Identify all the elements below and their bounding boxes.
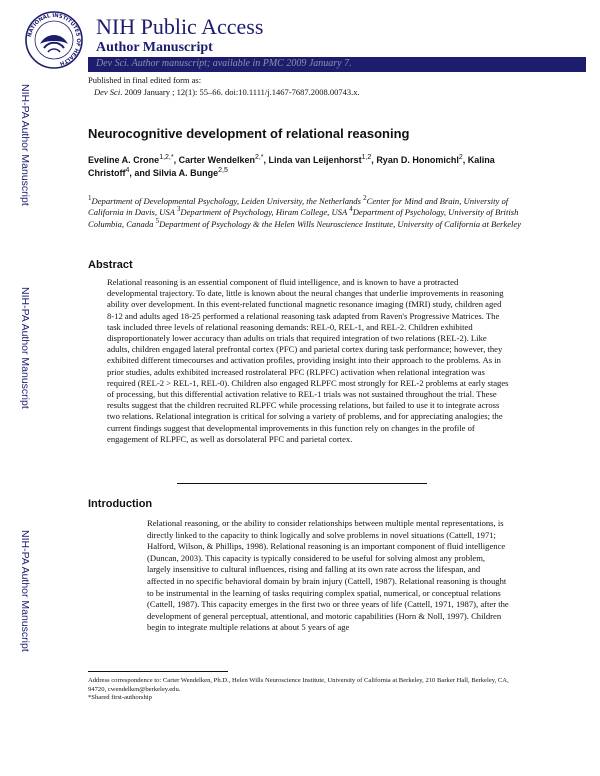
published-in-label: Published in final edited form as: xyxy=(88,75,202,85)
shared-authorship-note: *Shared first-authorship xyxy=(88,694,152,702)
introduction-heading: Introduction xyxy=(88,498,153,510)
svg-text:NATIONAL INSTITUTES OF HEALTH: NATIONAL INSTITUTES OF HEALTH xyxy=(27,12,82,67)
introduction-text: Relational reasoning, or the ability to consider relationships between multiple mental representations, is directly linked to the capacity to think logically and solve problems in novel situations (Cattell, 1971; Halford, Wilson, & Phillips, 1998). Relational reasoning is an important component of fluid intelligence (Duncan, 2003). This capacity is typically considered to be useful for solving almost any problem, largely insensitive to cultural influences, rising and falling at its own rate across the lifespan, and affected in no specific behavioral domain by brain injury (Cattell, 1987). Relational reasoning is thought to be instrumental in the learning of tasks requiring complex spatial, numerical, or conceptual relations (Cattell, 1987). This capacity emerges in the first two or three years of life (Cattell, 1971, 1987), after the development of general perceptual, attentional, and motoric capabilities (Horn & Noll, 1997). Children begin to integrate multiple relations at about 5 years of age xyxy=(147,518,509,633)
abstract-text: Relational reasoning is an essential component of fluid intelligence, and is known to have a protracted developmental trajectory. To date, little is known about the neural changes that underlie improvements in reasoning ability over development. In this event-related functional magnetic resonance imaging (fMRI) study, children aged 8-12 and adults aged 18-25 performed a relational reasoning task adapted from Raven's Progressive Matrices. The task included three levels of relational reasoning demands: REL-0, REL-1, and REL-2. Children exhibited disproportionately lower accuracy than adults on trials that required integration of two relations (REL-2). Like adults, children engaged lateral prefrontal cortex (PFC) and parietal cortex during task performance; however, they exhibited different timecourses and activation profiles, providing insight into their approach to the problems. As in prior studies, adults exhibited increased rostrolateral PFC (RLPFC) activation when relational integration was required (REL-2 > REL-1, REL-0). Children also engaged RLPFC most strongly for REL-2 problems at early stages of processing, but this differential activation relative to REL-1 trials was not sustained throughout the trial. These results suggest that the children recruited RLPFC while processing relations, but failed to use it to integrate across two relations. Relational integration is critical for solving a variety of problems, and for appreciating analogies; the current findings suggest that developmental improvements in this function rely on changes in the profile of engagement of RLPFC, as well as dorsolateral PFC and parietal cortex. xyxy=(107,277,509,444)
author-affiliation-marker: 1,2,* xyxy=(159,154,174,161)
author-affiliation-marker: 1,2 xyxy=(361,154,372,161)
author-separator: , xyxy=(371,155,377,165)
header-title: NIH Public Access xyxy=(96,14,264,39)
author-name: Linda van Leijenhorst xyxy=(268,155,362,165)
affiliation-text: Department of Psychology, Hiram College, USA xyxy=(180,207,350,218)
article-title: Neurocognitive development of relational reasoning xyxy=(88,126,410,141)
author-name: Eveline A. Crone xyxy=(88,155,160,165)
author-separator: , xyxy=(263,155,269,165)
author-name: Ryan D. Honomichl xyxy=(376,155,459,165)
author-name: Silvia A. Bunge xyxy=(152,168,219,178)
affiliations xyxy=(88,196,528,230)
author-name: Kalina Christoff xyxy=(88,155,495,178)
footnote xyxy=(88,677,518,703)
nih-logo-icon xyxy=(24,10,84,70)
side-watermark: NIH-PA Author Manuscript xyxy=(19,84,31,206)
affiliation-text: Department of Psychology & the Helen Wills Neuroscience Institute, University of California at Berkeley xyxy=(159,218,522,229)
side-watermark: NIH-PA Author Manuscript xyxy=(19,530,31,652)
availability-note: Dev Sci. Author manuscript; available in PMC 2009 January 7. xyxy=(96,58,352,69)
journal-name: Dev Sci xyxy=(94,87,121,97)
author-affiliation-marker: 2,* xyxy=(254,154,264,161)
author-separator: , xyxy=(173,155,179,165)
affiliation-marker: 3 xyxy=(176,205,181,214)
citation xyxy=(94,87,360,97)
author-separator: , xyxy=(462,155,468,165)
affiliation-marker: 4 xyxy=(349,205,353,214)
abstract-heading: Abstract xyxy=(88,259,133,271)
citation-details: . 2009 January ; 12(1): 55–66. doi:10.1111/j.1467-7687.2008.00743.x. xyxy=(120,87,360,97)
affiliation-text: Department of Developmental Psychology, Leiden University, the Netherlands xyxy=(91,196,364,206)
side-watermark: NIH-PA Author Manuscript xyxy=(19,287,31,409)
author-affiliation-marker: 2 xyxy=(458,154,463,161)
header-subtitle: Author Manuscript xyxy=(96,40,213,55)
abstract-divider xyxy=(177,483,427,484)
correspondence-note: Address correspondence to: Carter Wendelken, Ph.D., Helen Wills Neuroscience Institute, University of California at Berkeley, 210 Barker Hall, Berkeley, CA, 94720, cwendelken@berkeley.edu. xyxy=(88,677,509,693)
author-list xyxy=(88,154,528,180)
affiliation-marker: 5 xyxy=(155,216,160,225)
author-name: Carter Wendelken xyxy=(178,155,255,165)
footnote-divider xyxy=(88,671,228,672)
author-separator: , and xyxy=(129,168,153,178)
affiliation-text: Department of Psychology, University of British Columbia, Canada xyxy=(88,207,519,229)
affiliation-text: Center for Mind and Brain, University of California in Davis, USA xyxy=(88,196,509,218)
author-affiliation-marker: 4 xyxy=(125,167,130,174)
affiliation-marker: 1 xyxy=(88,194,92,203)
affiliation-marker: 2 xyxy=(363,194,367,203)
author-affiliation-marker: 2,5 xyxy=(218,167,228,174)
